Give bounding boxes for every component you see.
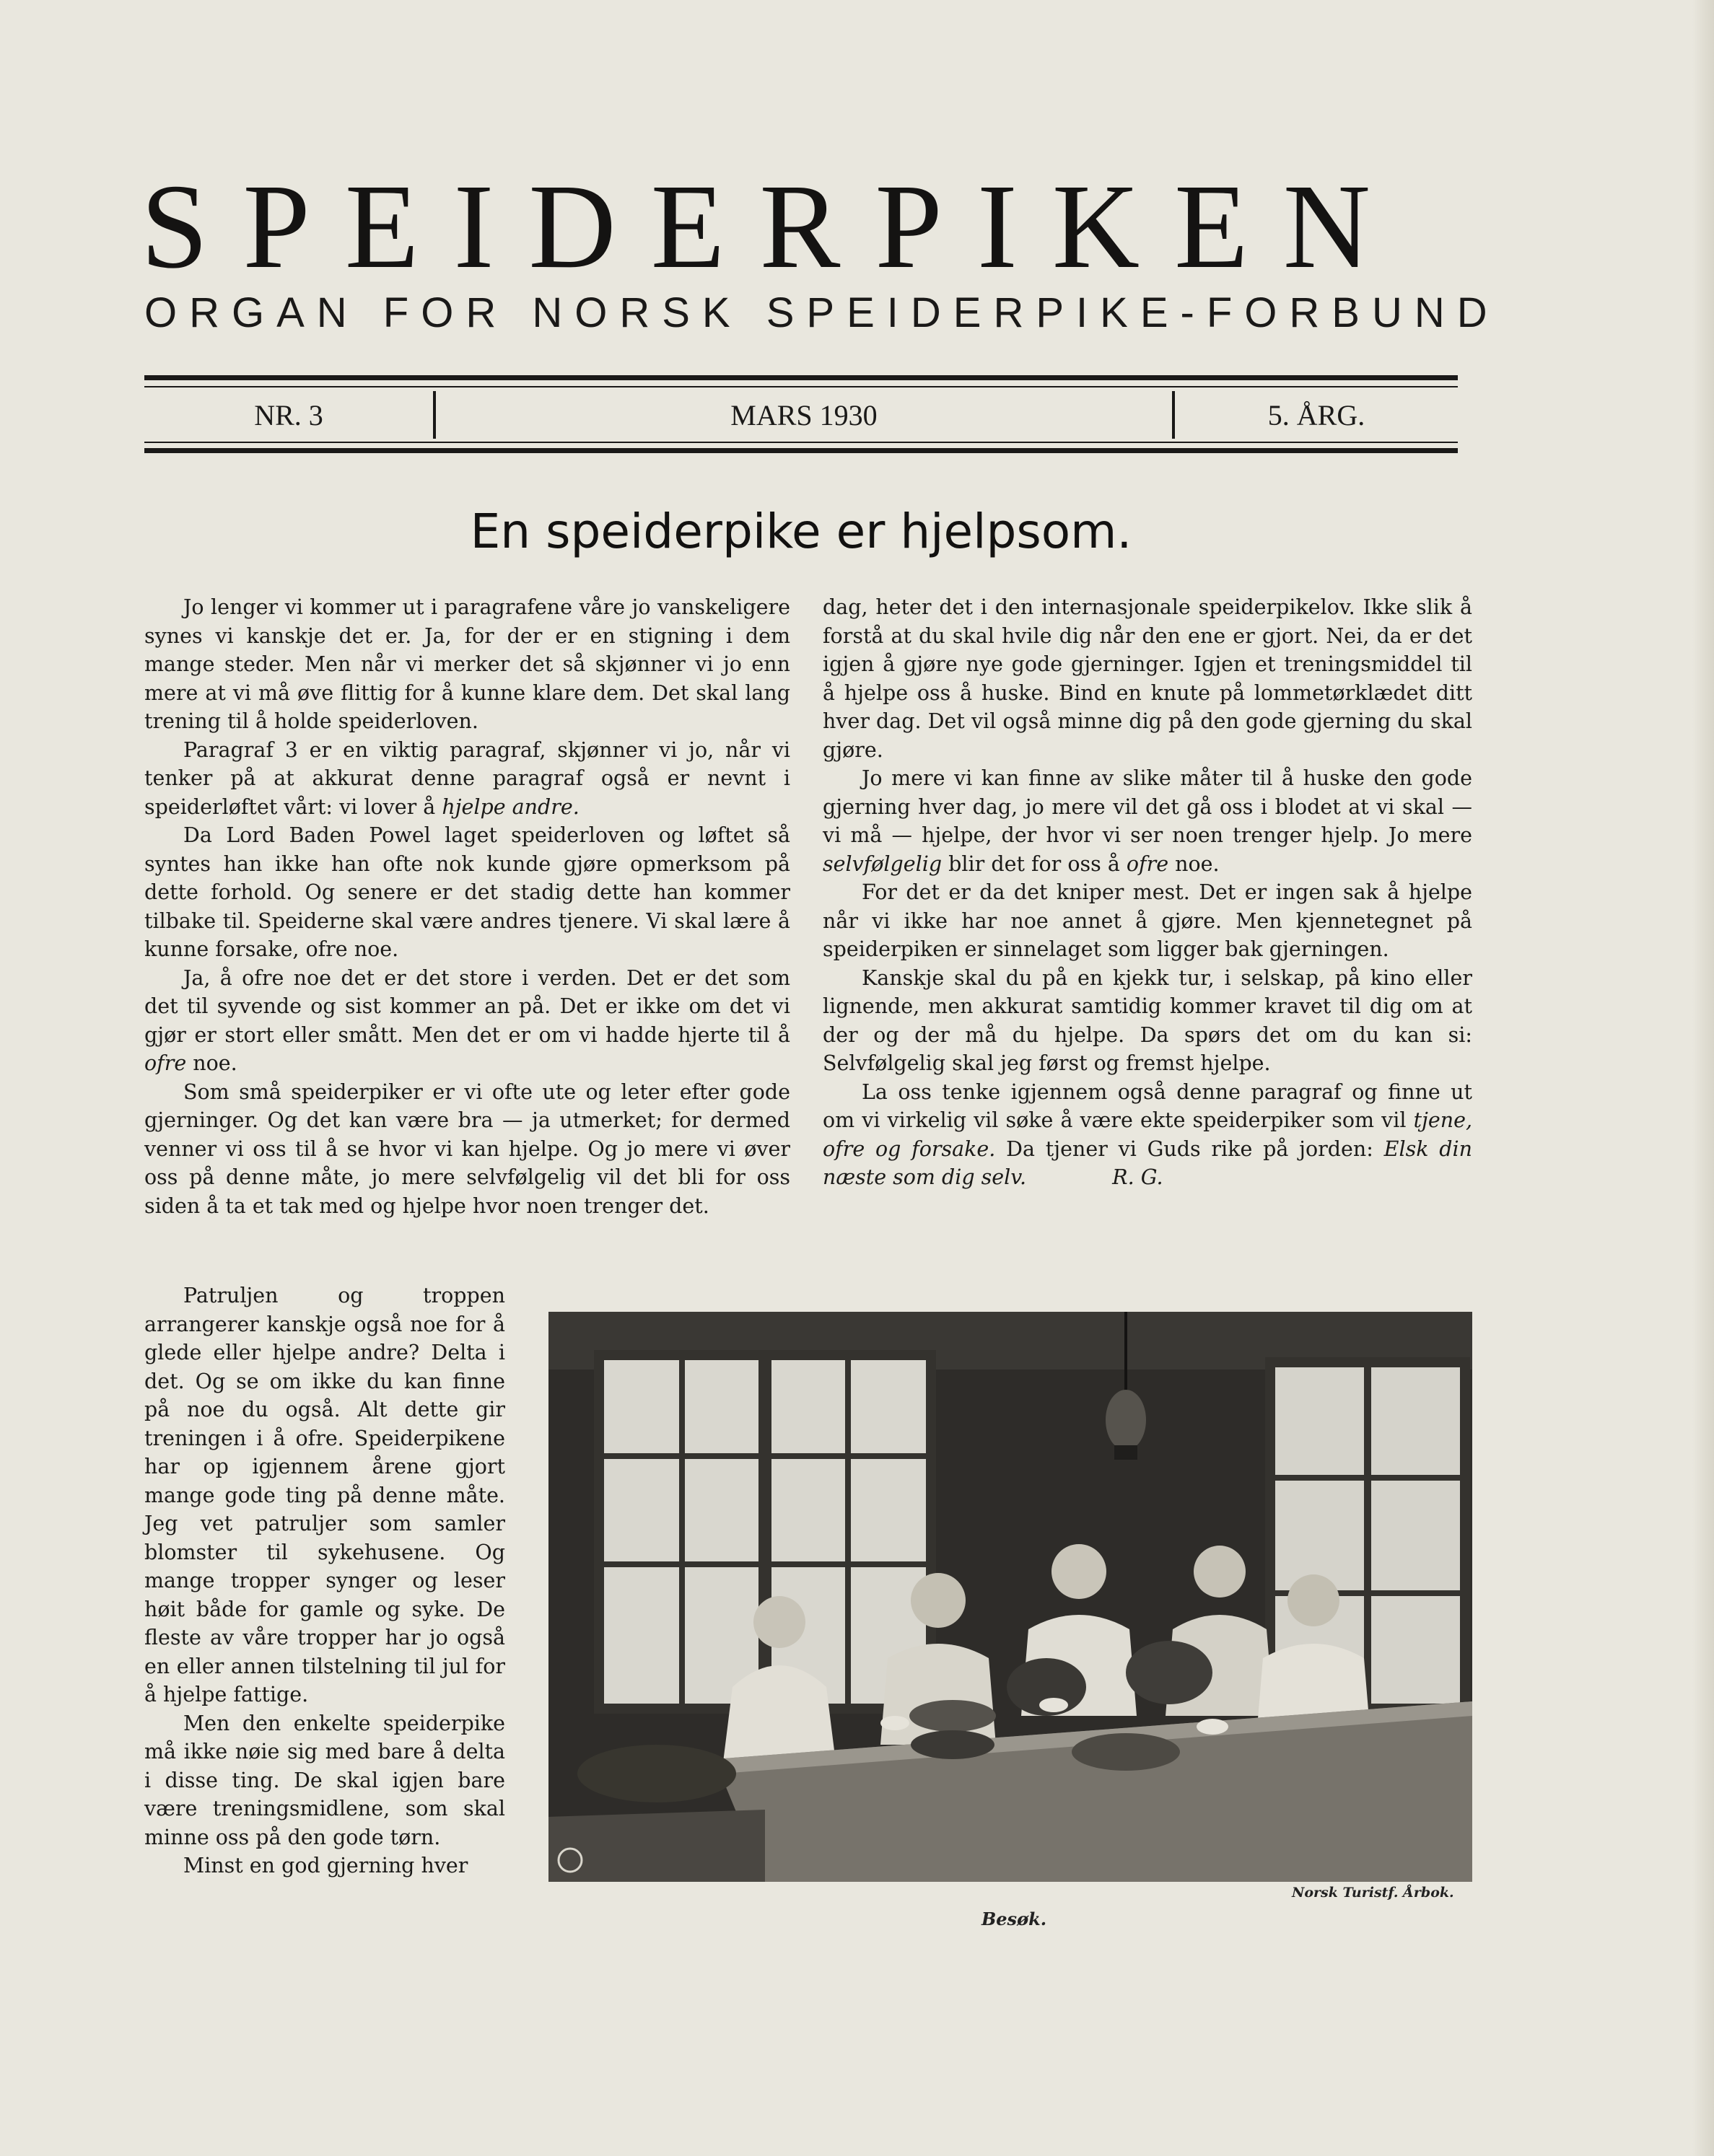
article-paragraph: Som små speiderpiker er vi ofte ute og leter efter gode gjerninger. Og det kan være bra — ja utmerket; for dermed venner vi oss til å se hvor vi kan hjelpe. Og jo mere vi øver oss på denne måte, jo mere selvfølgelig vil det bli for oss siden å ta et tak med og hjelpe hvor noen trenger det. [144, 1079, 790, 1218]
article-paragraph: Paragraf 3 er en viktig paragraf, skjønner vi jo, når vi tenker på at akkurat denne paragraf også er nevnt i speiderløftet vårt: vi lover å hjelpe andre. [144, 737, 790, 819]
article-paragraph: Kanskje skal du på en kjekk tur, i selskap, på kino eller lignende, men akkurat samtidig kommer kravet til dig om at der og der må du hjelpe. Da spørs det om du kan si: Selvfølgelig skal jeg først og fremst hjelpe. [823, 965, 1472, 1075]
issue-volume: 5. ÅRG. [1267, 398, 1365, 431]
photo-illustration [548, 1312, 1472, 1882]
masthead-rule-bottom [144, 448, 1458, 453]
page-edge [1692, 0, 1714, 2156]
article-paragraph: Jo lenger vi kommer ut i paragrafene våre jo vanskeligere synes vi kanskje det er. Ja, for der er en stigning i dem mange steder. Men når vi merker det så skjønner vi jo enn mere at vi må øve flittig for å kunne klare dem. Det skal lang trening til å holde speiderloven. [144, 595, 790, 733]
article-paragraph: dag, heter det i den internasjonale speiderpikelov. Ikke slik å forstå at du skal hvile dig når den ene er gjort. Nei, da er det igjen å gjøre nye gode gjerninger. Igjen et treningsmiddel til å hjelpe oss å huske. Bind en knute på lommetørklædet ditt hver dag. Det vil også minne dig på den gode gjerning du skal gjøre. [823, 595, 1472, 762]
issue-number: NR. 3 [254, 398, 323, 431]
article-paragraph: Ja, å ofre noe det er det store i verden. Det er det som det til syvende og sist kommer an på. Det er ikke om det vi gjør er stort eller smått. Men det er om vi hadde hjerte til å ofre noe. [144, 965, 790, 1075]
masthead-subtitle: ORGAN FOR NORSK SPEIDERPIKE-FORBUND [144, 289, 1500, 336]
window-left [599, 1355, 931, 1709]
masthead-rule-bottom-thin [144, 442, 1458, 443]
article-headline: En speiderpike er hjelpsom. [470, 504, 1132, 559]
article-paragraph: Men den enkelte speiderpike må ikke nøie sig med bare å delta i disse ting. De skal igjen bare være treningsmidlene, som skal minne oss på den gode tørn. [144, 1711, 505, 1849]
masthead-title: SPEIDERPIKEN [141, 159, 1406, 294]
masthead-rule-top [144, 375, 1458, 380]
article-paragraph: La oss tenke igjennem også denne paragraf og finne ut om vi virkelig vil søke å være ekte speiderpiker som vil tjene, ofre og forsake. Da tjener vi Guds rike på jorden: Elsk din næste som dig selv. R. G. [823, 1079, 1472, 1189]
masthead-rule-top-thin [144, 386, 1458, 387]
photo-credit: Norsk Turistf. Årbok. [1292, 1885, 1454, 1901]
article-column-right [823, 593, 1472, 1192]
photograph-visit [548, 1312, 1472, 1882]
article-column-narrow [144, 1281, 505, 1880]
article-paragraph: Jo mere vi kan finne av slike måter til å huske den gode gjerning hver dag, jo mere vil det gå oss i blodet at vi skal — vi må — hjelpe, der hvor vi ser noen trenger hjelp. Jo mere selvfølgelig blir det for oss å ofre noe. [823, 766, 1472, 876]
issue-bar [144, 393, 1458, 437]
issue-date: MARS 1930 [730, 398, 878, 431]
article-paragraph: Patruljen og troppen arrangerer kanskje også noe for å glede eller hjelpe andre? Delta i det. Og se om ikke du kan finne på noe du også. Alt dette gir treningen i å ofre. Speiderpikene har op igjennem årene gjort mange gode ting på denne måte. Jeg vet patruljer som samler blomster til sykehusene. Og mange tropper synger og leser høit både for gamle og syke. De fleste av våre tropper har jo også en eller annen tilstelning til jul for å hjelpe fattige. [144, 1284, 505, 1706]
article-paragraph: For det er da det kniper mest. Det er ingen sak å hjelpe når vi ikke har noe annet å gjøre. Men kjennetegnet på speiderpiken er sinnelaget som ligger bak gjerningen. [823, 880, 1472, 961]
photo-caption: Besøk. [981, 1909, 1047, 1929]
article-paragraph: Minst en god gjerning hver [183, 1854, 468, 1877]
article-column-left [144, 593, 790, 1220]
article-paragraph: Da Lord Baden Powel laget speiderloven og løftet så syntes han ikke han ofte nok kunde gjøre opmerksom på dette forhold. Og senere er det stadig dette han kommer tilbake til. Speiderne skal være andres tjenere. Vi skal lære å kunne forsake, ofre noe. [144, 823, 790, 961]
